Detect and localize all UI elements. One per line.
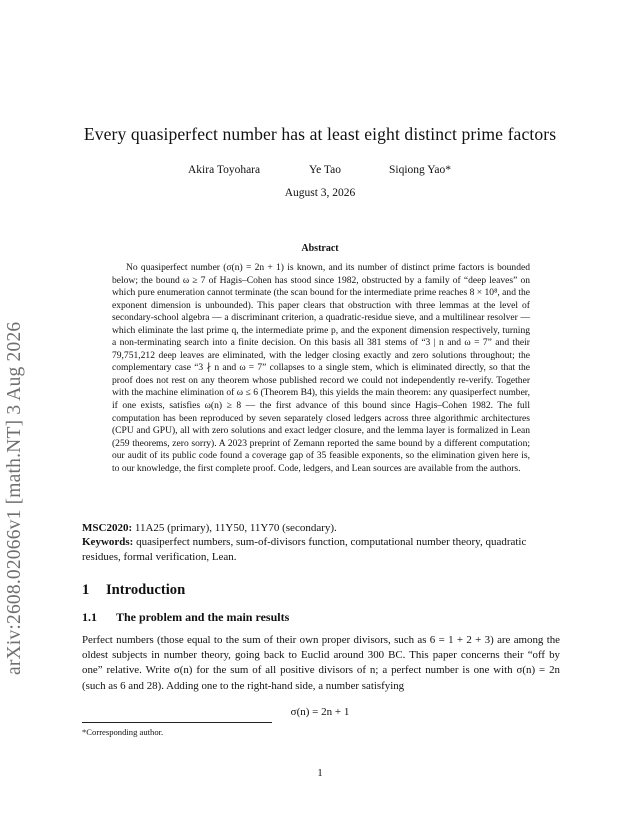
author-name: Siqiong Yao* bbox=[389, 164, 451, 176]
author-name: Ye Tao bbox=[309, 164, 342, 176]
page-number: 1 bbox=[317, 767, 323, 779]
section-heading bbox=[82, 582, 185, 599]
footnote-rule bbox=[82, 722, 272, 723]
intro-paragraph: Perfect numbers (those equal to the sum of their own proper divisors, such as 6 = 1 + 2 + 3) are among the oldest subjects in number theory, going back to Euclid around 300 BC. This paper concerns their “off by one” relative. Write σ(n) for the sum of all positive divisors of n; a perfect number is one with σ(n) = 2n (such as 6 and 28). Adding one to the right-hand side, a number satisfying bbox=[82, 634, 560, 692]
display-equation: σ(n) = 2n + 1 bbox=[290, 706, 350, 718]
keywords-text: quasiperfect numbers, sum-of-divisors function, computational number theory, quadratic residues, formal verification, Lean. bbox=[82, 536, 527, 563]
abstract-heading: Abstract bbox=[301, 243, 339, 254]
author-name: Akira Toyohara bbox=[188, 164, 261, 176]
keywords-line bbox=[82, 535, 562, 564]
msc-label: MSC2020: bbox=[82, 522, 133, 534]
msc-line bbox=[82, 521, 562, 535]
arxiv-identifier: arXiv:2608.02066v1 [math.NT] 3 Aug 2026 bbox=[4, 321, 25, 675]
keywords-label: Keywords: bbox=[82, 536, 134, 548]
abstract-text: No quasiperfect number (σ(n) = 2n + 1) is known, and its number of distinct prime factors is bounded below; the bound ω ≥ 7 of Hagis–Cohen has stood since 1982, obstructed by a family of “deep leaves” on which pure enumeration cannot terminate (the scan bound for the intermediate prime reaches 8 × 10⁸, and the exponent dimension is unbounded). This paper clears that obstruction with three lemmas at the level of secondary-school algebra — a discriminant criterion, a quadratic-residue sieve, and a multilinear resolver — which eliminate the last prime q, the intermediate prime p, and the exponent dimension respectively, turning a non-terminating search into a finite decision. On this basis all 381 stems of “3 | n and ω = 7” and their 79,751,212 deep leaves are eliminated, with the ledger closing exactly and zero solutions throughout; the complementary case “3 ∤ n and ω = 7” collapses to a single stem, which is eliminated directly, so that the proof does not rest on any theorem whose published record we could not independently re-verify. Together with the machine elimination of ω ≤ 6 (Theorem B4), this yields the main theorem: any quasiperfect number, if one exists, satisfies ω(n) ≥ 8 — the first advance of this bound since Hagis–Cohen 1982. The full computation has been reproduced by seven separately closed ledgers across three algorithmic architectures (CPU and GPU), all with zero solutions and exact ledger closure, and the lemma layer is formalized in Lean (259 theorems, zero sorry). A 2023 preprint of Zemann reported the same bound by a different computation; our audit of its public code found a coverage gap of 35 feasible exponents, so the elimination given here is, to our knowledge, the first complete proof. Code, ledgers, and Lean sources are available from the authors. bbox=[112, 262, 531, 474]
paper-date: August 3, 2026 bbox=[284, 187, 356, 199]
msc-codes: 11A25 (primary), 11Y50, 11Y70 (secondary). bbox=[134, 522, 337, 534]
subsection-heading bbox=[82, 610, 289, 625]
paper-title: Every quasiperfect number has at least eight distinct prime factors bbox=[83, 124, 557, 144]
section-title: Introduction bbox=[106, 582, 186, 598]
subsection-title: The problem and the main results bbox=[116, 610, 290, 624]
subsection-number: 1.1 bbox=[82, 610, 97, 624]
section-number: 1 bbox=[82, 582, 90, 598]
footnote: *Corresponding author. bbox=[82, 727, 164, 737]
